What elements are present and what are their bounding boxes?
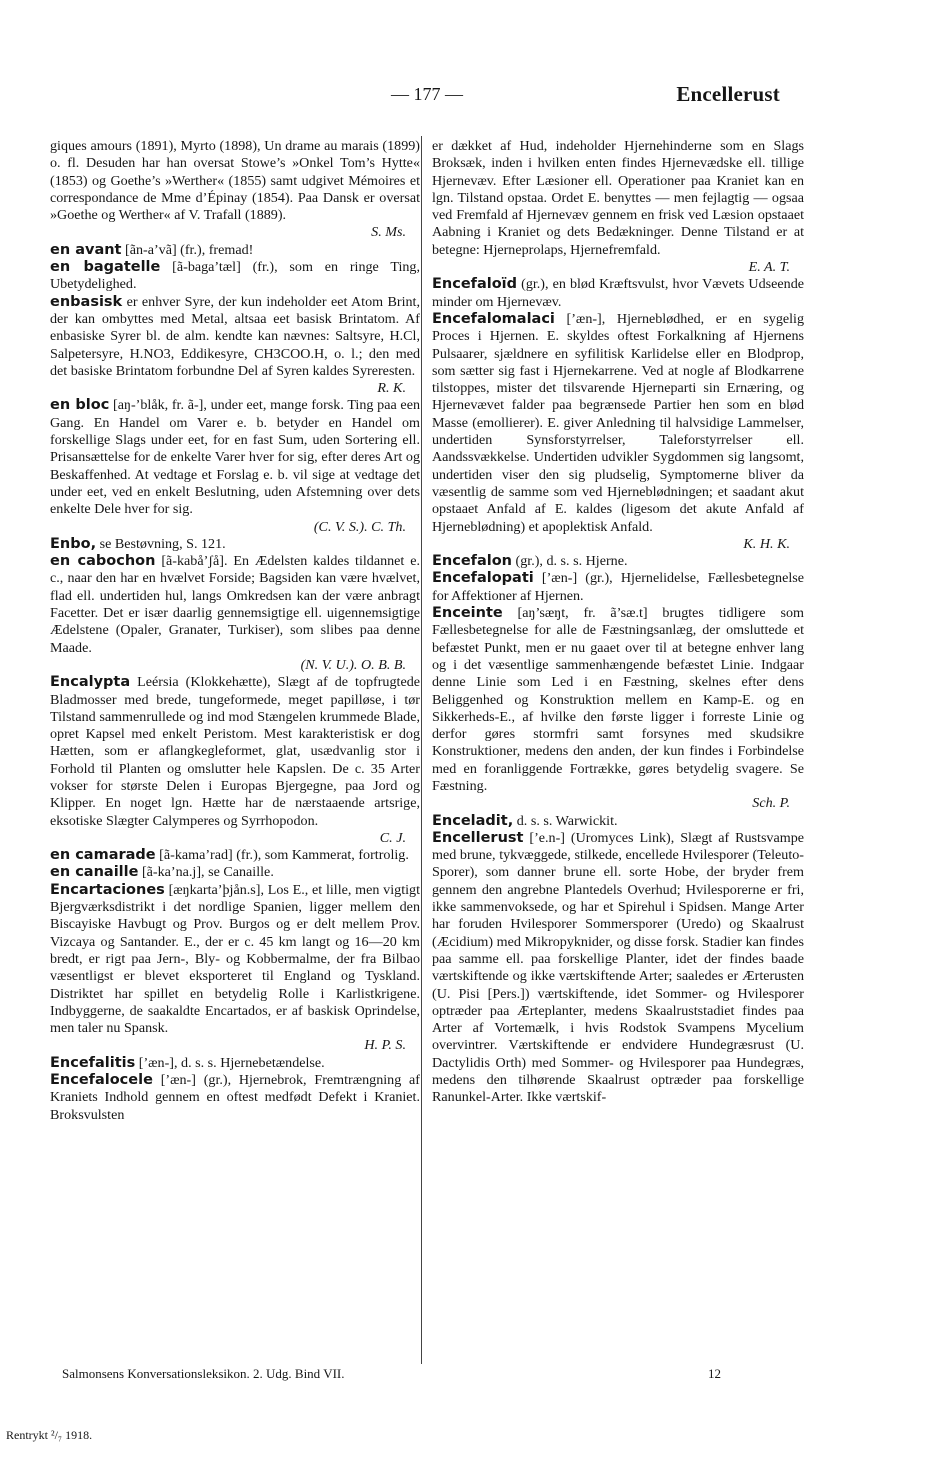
dictionary-entry xyxy=(50,536,420,553)
entry-text: giques amours (1891), Myrto (1898), Un drame au marais (1899) o. fl. Desuden har han oversat Stowe’s »Onkel Tom’s Hytte« (1853) og Goethe’s »Werther« (1855) samt udgivet Mémoires et correspondance de Mme d’Épinay (1854). Paa Dansk er oversat »Goethe og Werther« af V. Trafall (1889). xyxy=(50,138,420,224)
entry-text: [’æn-] (gr.), Hjernelidelse, Fællesbetegnelse for Affektioner af Hjernen. xyxy=(432,570,804,604)
entry-text: [ã-ka’na.j], se Canaille. xyxy=(141,864,274,881)
entry-text: (gr.), d. s. s. Hjerne. xyxy=(515,553,628,570)
entry-headword: en bloc xyxy=(50,397,110,414)
entry-headword: Encefalopati xyxy=(432,570,534,587)
entry-text: [ã-kabå’ʃå]. En Ædelsten kaldes tildannet e. c., naar den har en hvælvet Forside; Bagsiden kan være hvælvet, flad ell. undertiden hul, langs Omkredsen kan der være anbragt Facetter. Det er især daarlig gennemsigtige ell. uigennemsigtige Ædelstene (Opaler, Granater, Turkiser), som slibes paa denne Maade. xyxy=(50,553,420,656)
dictionary-entry xyxy=(50,553,420,674)
entry-text: [ã-baga’tæl] (fr.), som en ringe Ting, Ubetydelighed. xyxy=(50,259,420,293)
entry-headword: Encefalon xyxy=(432,553,513,570)
entry-headword: en camarade xyxy=(50,847,156,864)
entry-text: [’æn-] (gr.), Hjernebrok, Fremtrængning af Kraniets Indhold gennem en oftest medfødt Defekt i Kraniet. Broksvulsten xyxy=(50,1072,420,1123)
dictionary-entry xyxy=(432,605,804,813)
dictionary-entry xyxy=(50,864,420,881)
entry-headword: Enceinte xyxy=(432,605,503,622)
column-divider xyxy=(421,136,422,1364)
entry-text: er enhver Syre, der kun indeholder eet Atom Brint, der kan ombyttes med Metal, altsaa eet basisk Brintatom. Af enbasiske Syrer bl. de alm. kendte kan nævnes: Saltsyre, H.Cl, Salpetersyre, H.NO3, Eddikesyre, CH3COO.H, o. l.; den med det basiske Brintatom forbundne Del af Syren kaldes Syreresten. xyxy=(50,293,420,379)
dictionary-entry xyxy=(432,276,804,311)
entry-headword: Enceladit, xyxy=(432,812,514,829)
reprint-note: Rentrykt ²/₇ 1918. xyxy=(6,1428,93,1442)
entry-headword: enbasisk xyxy=(50,293,123,310)
entry-signature: K. H. K. xyxy=(743,535,790,552)
entry-text: [’æn-], d. s. s. Hjernebetændelse. xyxy=(138,1054,325,1071)
entry-signature: R. K. xyxy=(377,380,406,397)
dictionary-entry xyxy=(50,242,420,259)
page-number: — 177 — xyxy=(391,84,463,104)
entry-headword: Encellerust xyxy=(432,829,524,846)
entry-headword: en canaille xyxy=(50,864,139,881)
entry-headword: Encefalocele xyxy=(50,1072,153,1089)
entry-headword: Encalypta xyxy=(50,674,131,691)
entry-signature: (C. V. S.). C. Th. xyxy=(313,518,406,535)
entry-headword: Encartaciones xyxy=(50,881,165,898)
entry-text: se Bestøvning, S. 121. xyxy=(99,535,226,552)
running-head: Encellerust xyxy=(676,82,780,106)
entry-headword: Encefalomalaci xyxy=(432,310,555,327)
entry-text: [aŋ-’blåk, fr. ã-], under eet, mange forsk. Ting paa een Gang. En Handel om Varer e. b. betyder en Handel om forskellige Slags under eet, for en fast Sum, uden Sortering ell. Prisansættelse for de enkelte Varer hver for sig, efter deres Art og Beskaffenhed. At vedtage et Forslag e. b. vil sige at vedtage det under eet, ved en enkelt Beslutning, uden Afstemning over dets enkelte Dele hver for sig. xyxy=(50,397,420,518)
entry-text: [’e.n-] (Uromyces Link), Slægt af Rustsvampe med brune, tykvæggede, stilkede, encellede Hvilesporer (Teleuto-Sporer), som danner brune ell. sorte Hobe, der bryder frem gennem den angrebne Plantedels Overhud; Hvilesporerne er fri, ikke sammenvoksede, og har et Spirehul i Spidsen. Mange Arter har foruden Hvilesporer Sommersporer (Uredo) og Skaalrust (Æcidium) med Mikropyknider, og disse forsk. Stadier kan findes paa samme ell. paa forskellige Planter, idet der findes baade værtskiftende og ikke værtskiftende Arter; saaledes er Ærterusten (U. Pisi [Pers.]) værtskiftende, idet Sommer- og Hvilesporer optræder paa Ærteplanter, medens Skaalruststadiet findes paa Arter af Vortemælk, i hvis Rodstok Svampens Mycelium overvintrer. Værtskiftende er endvidere Hundegræsrust (U. Dactylidis Orth) med Sommer- og Hvilesporer paa Hundegræs, medens den tilhørende Skaalrust optræder paa forskellige Ranunkel-Arter. Ikke værtskif- xyxy=(432,829,804,1106)
dictionary-entry xyxy=(50,1072,420,1124)
dictionary-entry xyxy=(50,138,420,242)
dictionary-entry xyxy=(50,674,420,847)
entry-headword: Enbo, xyxy=(50,535,97,552)
dictionary-entry xyxy=(50,882,420,1055)
left-column xyxy=(50,138,420,1124)
entry-signature: (N. V. U.). O. B. B. xyxy=(300,656,406,673)
entry-headword: Encefaloïd xyxy=(432,276,518,293)
right-column xyxy=(432,138,804,1107)
entry-text: [’æn-], Hjerneblødhed, er en sygelig Proces i Hjernen. E. skyldes oftest Forkalkning af Hjernens Pulsaarer, sjældnere en syfilitisk Karlidelse eller en Blodprop, som sætter sig fast i Hjernekarrene. Ved at nogle af Blodkarrene tilstoppes, mister det tilsvarende Hjerneparti sin Ernæring, og Hjernevævet falder paa begrænsede Partier hen som en blød Masse (emollierer). E. giver Anledning til halvsidige Lammelser, undertiden Synsforstyrrelser, Taleforstyrrelser ell. Aandssvækkelse. Undertiden udvikler Sygdommen sig langsomt, undertiden viser den sig pludselig, Symptomerne bliver da væsentlig de samme som ved Hjerneblødningen; et saadant akut opstaaet Anfald af E. kaldes (ligesom det akute Anfald af Hjerneblødning) et apoplektisk Anfald. xyxy=(432,310,804,535)
entry-signature: E. A. T. xyxy=(748,259,790,276)
dictionary-entry xyxy=(50,259,420,294)
footer-sheet-number: 12 xyxy=(708,1366,721,1381)
dictionary-entry xyxy=(50,397,420,535)
dictionary-entry xyxy=(50,1055,420,1072)
entry-signature: C. J. xyxy=(379,829,406,846)
entry-headword: Encefalitis xyxy=(50,1054,136,1071)
entry-signature: H. P. S. xyxy=(364,1037,406,1054)
entry-text: [aŋ’sæŋt, fr. ã’sæ.t] brugtes tidligere som Fællesbetegnelse for alle de Fæstningsanlæg, der omsluttede et befæstet Punkt, men er nu gaaet over til at betegne enhver lang og i det væsentlige sammenhængende befæstet Linie. Indgaar denne Linie som Led i en Fæstning, skelnes efter dens Beliggenhed og Konstruktion mellem en Kamp-E. og en Sikkerheds-E., af hvilke den første ligger i forreste Linie og derfor gøres stormfri samt forsynes med skudsikre Konstruktioner, medens den anden, der kun findes i Forbindelse med en foranliggende Fortrække, gøres betydelig svagere. Se Fæstning. xyxy=(432,605,804,794)
dictionary-entry xyxy=(432,813,804,830)
entry-text: (gr.), en blød Kræftsvulst, hvor Vævets Udseende minder om Hjernevæv. xyxy=(432,276,805,310)
entry-text: Leérsia (Klokkehætte), Slægt af de topfrugtede Bladmosser med brede, tungeformede, meget papilløse, i tør Tilstand sammenrullede og ind mod Stængelen krummede Blade, opret Kapsel med enkelt Peristom. Mest karakteristisk er dog Hætten, som er aflangkegleformet, glat, usædvanlig stor i Forhold til Planten og omslutter hele Kapslen. De c. 35 Arter vokser for største Delen i Europas Bjergegne, paa Jord og Klipper. En noget lgn. Hætte har de nærstaaende artsrige, eksotiske Slægter Calymperes og Syrrhopodon. xyxy=(50,674,420,829)
entry-text: [ã-kama’rad] (fr.), som Kammerat, fortrolig. xyxy=(159,847,409,864)
entry-text: [ãn-a’vã] (fr.), fremad! xyxy=(125,241,254,258)
entry-text: [æŋkarta’þjån.s], Los E., et lille, men vigtigt Bjergværksdistrikt i det nordlige Spanien, ligger mellem den Biscayiske Havbugt og Prov. Burgos og er delt mellem Prov. Vizcaya og Santander. E., der er c. 45 km langt og 16—20 km bredt, er rigt paa Jern-, Bly- og Kobbermalme, der fra Bilbao væsentligst er blevet eksporteret til England og Tyskland. Distriktet har spillet en betydelig Rolle i Karlistkrigene. Indbyggerne, de saakaldte Encartados, er af baskisk Oprindelse, men taler nu Spansk. xyxy=(50,881,420,1037)
entry-headword: en cabochon xyxy=(50,553,156,570)
dictionary-entry xyxy=(432,138,804,276)
entry-text: er dækket af Hud, indeholder Hjernehinderne som en Slags Broksæk, inden i hvilken enten findes Hjernevædske ell. tillige Hjernevæv. Efter Læsioner ell. Operationer paa Kraniet kan en lgn. Tilstand opstaa. Ordet E. benyttes — men fejlagtig — ogsaa ved Fremfald af Hjernevæv gennem en frisk ved Læsion opstaaet Aabning i Kraniet og dets Bedækninger. Denne Tilstand er at betegne: Hjerneprolaps, Hjernefremfald. xyxy=(432,138,804,258)
entry-signature: Sch. P. xyxy=(752,795,790,812)
entry-headword: en avant xyxy=(50,241,122,258)
dictionary-entry xyxy=(432,553,804,570)
footer-publication: Salmonsens Konversationsleksikon. 2. Udg. Bind VII. xyxy=(62,1366,345,1381)
dictionary-entry xyxy=(432,311,804,553)
dictionary-entry xyxy=(50,294,420,398)
dictionary-entry xyxy=(432,570,804,605)
entry-text: d. s. s. Warwickit. xyxy=(516,812,618,829)
entry-headword: en bagatelle xyxy=(50,259,161,276)
dictionary-entry xyxy=(432,830,804,1107)
dictionary-entry xyxy=(50,847,420,864)
entry-signature: S. Ms. xyxy=(371,224,406,241)
